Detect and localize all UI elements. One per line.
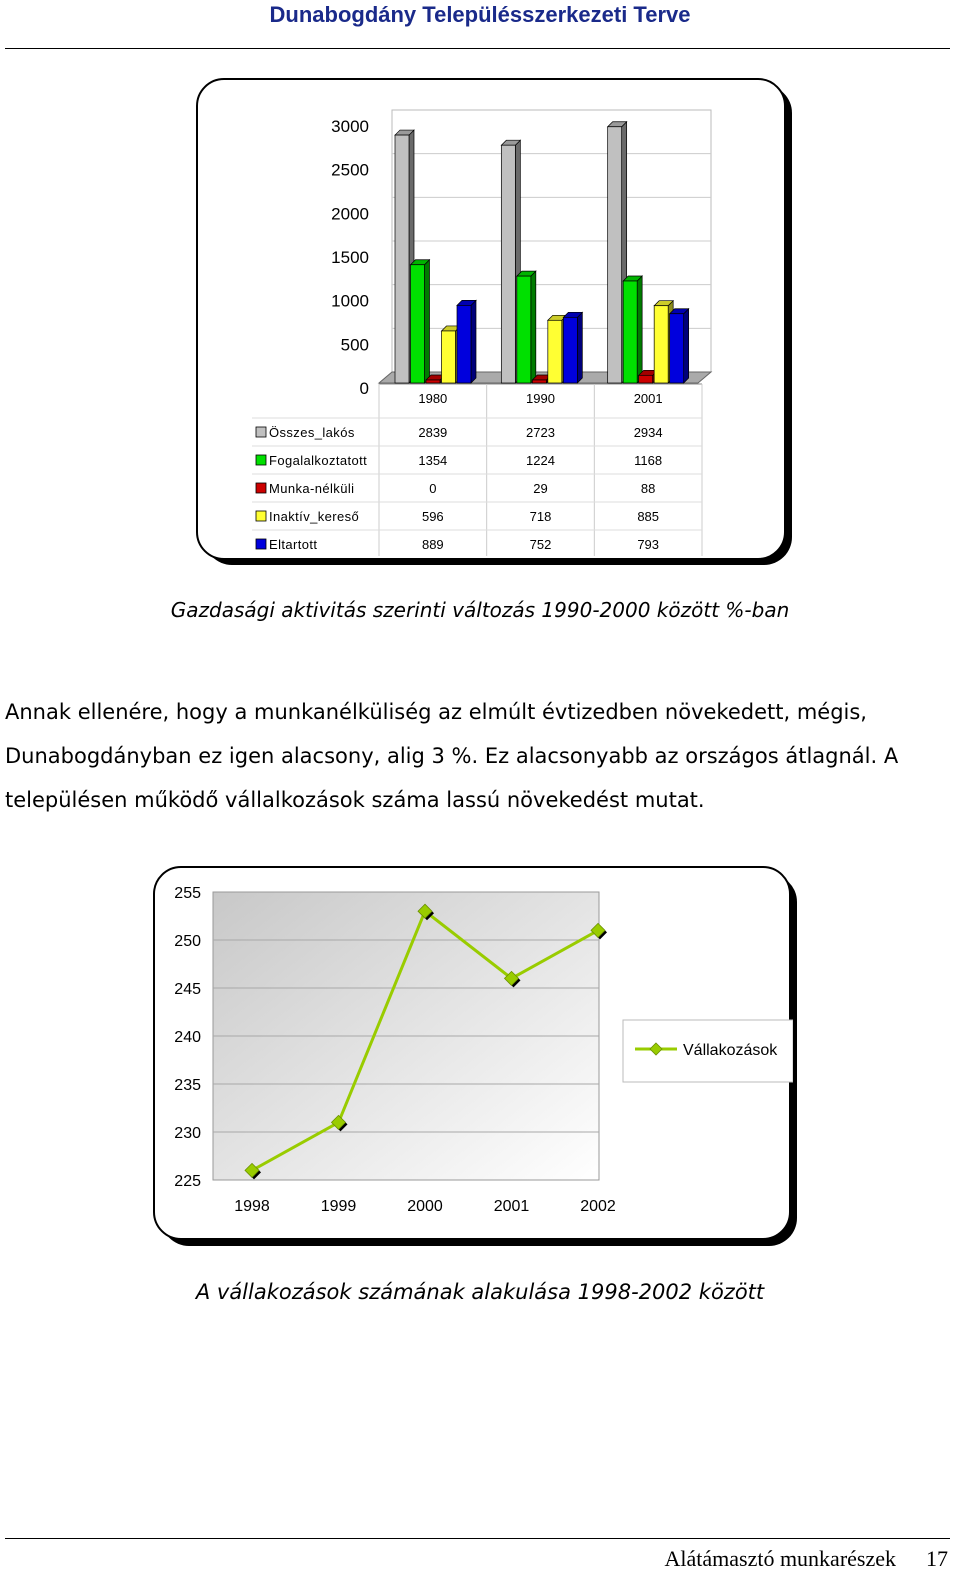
legend-label: Összes_lakós [269, 425, 355, 440]
y-tick-label: 3000 [331, 117, 369, 136]
y-tick-label: 2000 [331, 204, 369, 224]
document-header: Dunabogdány Településszerkezeti Terve [269, 2, 691, 27]
y-tick-label: 2500 [331, 160, 369, 180]
x-tick-label: 1980 [418, 391, 448, 406]
paragraph-line: településen működő vállalkozások száma lassú növekedést mutat. [5, 788, 705, 812]
chart1-caption: Gazdasági aktivitás szerinti változás 1990-2000 között %-ban [170, 598, 790, 622]
bar-front [426, 380, 440, 383]
y-tick-label: 1000 [331, 291, 369, 311]
data-label: 29 [533, 481, 548, 496]
paragraph-line: Dunabogdányban ez igen alacsony, alig 3 %. Ez alacsonyabb az országos átlagnál. A [5, 744, 899, 768]
x-tick-label: 2001 [493, 1198, 530, 1215]
x-tick-label: 2002 [580, 1198, 616, 1215]
bar-front [501, 145, 515, 383]
legend-swatch [256, 427, 266, 437]
bar [670, 309, 689, 383]
data-label: 88 [640, 481, 656, 496]
legend-swatch [256, 539, 266, 549]
bar-front [639, 375, 653, 383]
bar-front [654, 306, 668, 383]
bar [457, 300, 476, 383]
x-tick-label: 1990 [526, 391, 555, 406]
data-label: 596 [421, 509, 444, 524]
paragraph-line: Annak ellenére, hogy a munkanélküliség az elmúlt évtizedben növekedett, mégis, [5, 700, 867, 724]
bar-front [623, 281, 637, 383]
data-label: 0 [429, 481, 437, 496]
legend-label: Fogalalkoztatott [269, 453, 368, 468]
data-label: 2934 [633, 425, 663, 440]
bar [623, 276, 642, 383]
bar-side [471, 300, 476, 383]
bar-front [411, 265, 425, 383]
bar-side [425, 260, 430, 383]
legend-swatch [256, 455, 266, 465]
data-label: 2723 [526, 425, 555, 440]
y-tick-label: 250 [174, 933, 201, 950]
y-tick-label: 500 [340, 335, 369, 355]
y-tick-label: 240 [174, 1029, 201, 1046]
y-tick-label: 225 [174, 1173, 201, 1190]
bar-side [684, 309, 689, 383]
bar [411, 260, 430, 383]
y-tick-label: 235 [174, 1077, 201, 1094]
bar-side [531, 271, 536, 383]
y-tick-label: 230 [174, 1125, 201, 1142]
footer-text: Alátámasztó munkarészek [664, 1546, 896, 1571]
data-label: 1224 [526, 453, 555, 468]
data-label: 793 [637, 537, 660, 552]
data-label: 1354 [418, 453, 448, 468]
bar-front [517, 276, 531, 383]
x-tick-label: 2000 [407, 1198, 443, 1215]
bar-front [442, 331, 456, 383]
bar-front [608, 127, 622, 383]
x-tick-label: 2001 [633, 391, 663, 406]
bar [517, 271, 536, 383]
legend-label: Eltartott [269, 537, 318, 552]
legend-swatch [256, 511, 266, 521]
y-tick-label: 0 [359, 379, 369, 398]
legend-label: Inaktív_kereső [269, 509, 360, 524]
bar-side [577, 312, 582, 383]
y-tick-label: 1500 [331, 248, 369, 267]
bar [563, 312, 582, 383]
bar-front [563, 317, 577, 383]
data-label: 889 [421, 537, 444, 552]
page-number: 17 [926, 1546, 948, 1571]
header-rule [5, 48, 950, 49]
data-label: 1168 [634, 453, 663, 468]
bar-front [548, 320, 562, 383]
data-label: 752 [529, 537, 552, 552]
bar-chart [196, 78, 786, 558]
line-chart [153, 866, 793, 1238]
bar-front [395, 135, 409, 383]
data-label: 2839 [418, 425, 448, 440]
legend-label: Munka-nélküli [269, 481, 355, 496]
data-label: 885 [637, 509, 660, 524]
x-tick-label: 1998 [234, 1198, 270, 1215]
bar-front [532, 380, 546, 383]
x-tick-label: 1999 [320, 1198, 357, 1215]
footer [664, 1546, 948, 1572]
footer-rule [5, 1538, 950, 1539]
body-paragraph [5, 690, 955, 822]
bar-front [457, 305, 471, 383]
bar-side [637, 276, 642, 383]
legend-label: Vállakozások [683, 1042, 778, 1059]
y-tick-label: 245 [174, 981, 201, 998]
bar-front [670, 314, 684, 383]
data-label: 718 [529, 509, 552, 524]
legend-swatch [256, 483, 266, 493]
y-tick-label: 255 [174, 885, 201, 902]
chart2-caption: A vállakozások számának alakulása 1998-2002 között [195, 1280, 765, 1304]
